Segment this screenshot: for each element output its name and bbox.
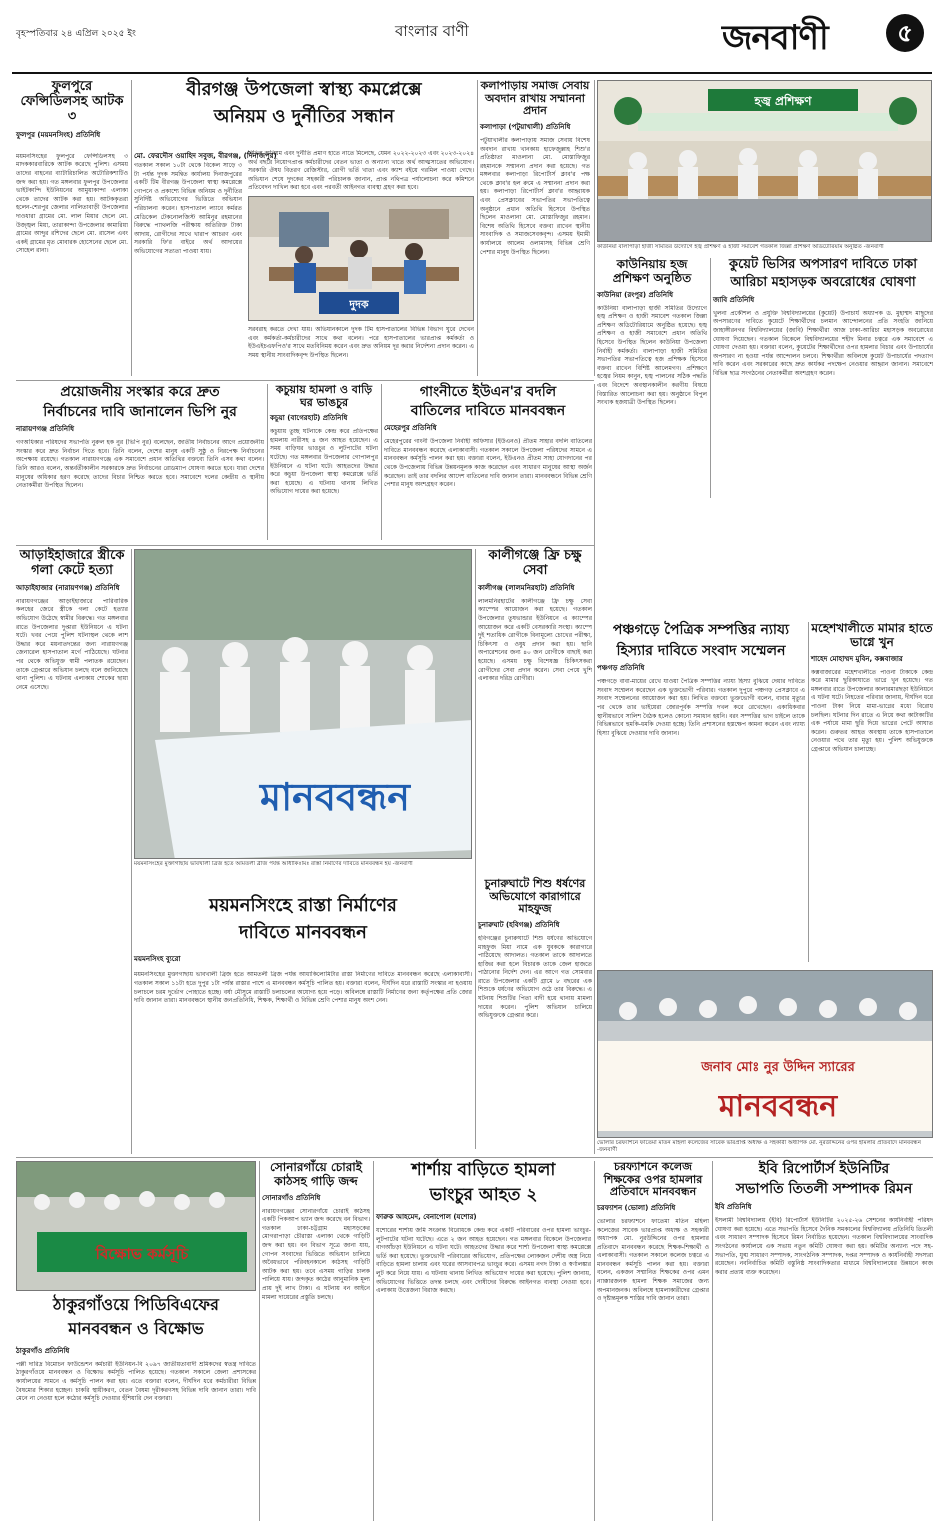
photo-banner: মানববন্ধন	[260, 775, 410, 819]
dudak-photo	[248, 196, 474, 321]
photo-text: দুদক	[349, 298, 369, 311]
article-ib-reporters	[715, 1161, 933, 1521]
byline: কাউনিয়া (রংপুর) প্রতিনিধি	[597, 290, 674, 299]
article-kaliganj	[478, 549, 592, 874]
article-body-col1: গতকাল সকাল ১০টা থেকে বিকেল সাড়ে ৩ টা পর্যন্ত দুদক সমন্বিত কার্যালয় দিনাজপুরের একটি টিম বীরগঞ্জ উপজেলা স্বাস্থ্য কমপ্লেক্সে গোপনে ও প্রকাশ্যে বিভিন্ন অনিয়ম ও দুর্নীতির সুনির্দিষ্ট অভিযোগের ভিত্তিতে অভিযান পরিচালনা করেন। হাসপাতাল ল্যাবে কর্মরত মেডিকেল টেকনোলজিস্ট আমিনুর রহমানের বিরুদ্ধে প্যাথলজি পরীক্ষায় অতিরিক্ত টাকা আদায়, রোগীদের সাথে খারাপ আচরণ এবং সরকারি ফি'র বাইরে অর্থ আদায়ের অভিযোগের সত্যতা পাওয়া যায়।	[134, 162, 242, 255]
article-kaunia	[597, 258, 707, 498]
byline: কলাপাড়া (পটুয়াখালী) প্রতিনিধি	[480, 122, 571, 131]
headline-line2: সভাপতি তিতলী সম্পাদক রিমন	[735, 1181, 913, 1198]
headline: কলাপাড়ায় সমাজ সেবায় অবদান রাখায় সম্মাননা প্রদান	[480, 79, 590, 118]
headline: কাউনিয়ায় হজ প্রশিক্ষণ অনুষ্ঠিত	[612, 257, 692, 285]
article-body: কচুয়ায় তুচ্ছ ঘটনাকে কেন্দ্র করে প্রতিপক্ষের হামলায় নারীসহ ৪ জন আহত হয়েছেন। এ সময় বাড়িঘর ভাঙচুর ও লুটপাটের ঘটনা ঘটেছে। গত মঙ্গলবার উপজেলার গোপালপুর ইউনিয়নে এ ঘটনা ঘটে। আহতদের উদ্ধার করে কচুয়া উপজেলা স্বাস্থ্য কমপ্লেক্সে ভর্তি করা হয়েছে। এ ঘটনায় থানায় লিখিত অভিযোগ দায়ের করা হয়েছে।	[270, 428, 378, 496]
headline-line1: গাংনীতে ইউএন'র বদলি	[419, 384, 557, 400]
headline: চুনারুঘাটে শিশু ধর্ষণের অভিযোগে কারাগারে মাহফুজ	[484, 877, 586, 916]
article-body-col2: বিভিন্ন অনিয়ম এবং দুর্নীতি প্রমাণ হাতে নাতে মিলেছে, যেমন ২০২২-২০২৩ এবং ২০২৩-২০২৪ অর্থ বছরে নিয়োগপ্রাপ্ত কর্মচারীদের বেতন ভাতা ও অন্যান্য খাতে অর্থ আত্মসাতের অভিযোগ। সরকারি ঔষধ বিতরণ রেজিস্টার, রোগী ভর্তি খাতা এবং ক্যাশ বইয়ে গরমিল পাওয়া গেছে। অভিযান শেষে দুদকের সহকারী পরিচালক জানান, প্রাপ্ত নথিপত্র পর্যালোচনা করে কমিশনে প্রতিবেদন দাখিল করা হবে এবং পরবর্তী আইনগত ব্যবস্থা গ্রহণ করা হবে।	[248, 150, 474, 192]
headline-line1: কুয়েট ভিসির অপসারণ দাবিতে ঢাকা	[729, 257, 917, 272]
article-body: যশোরের শার্শায় জমি সংক্রান্ত বিরোধকে কেন্দ্র করে একটি পরিবারের ওপর হামলা ভাংচুর-লুটপাটের ঘটনা ঘটেছে। এতে ২ জন আহত হয়েছেন। গত মঙ্গলবার বিকেলে উপজেলার বাগআঁচড়া ইউনিয়নে এ ঘটনা ঘটে। আহতদের উদ্ধার করে শার্শা উপজেলা স্বাস্থ্য কমপ্লেক্সে ভর্তি করা হয়েছে। ভুক্তভোগী পরিবারের অভিযোগ, প্রতিপক্ষের লোকজন দেশীয় অস্ত্র নিয়ে বাড়িতে হামলা চালায় এবং ঘরের আসবাবপত্র ভাংচুর করে। এসময় নগদ টাকা ও স্বর্ণালঙ্কার লুট করে নিয়ে যায়। এ ঘটনায় থানায় লিখিত অভিযোগ দায়ের করা হয়েছে। পুলিশ জানায়, অভিযোগের ভিত্তিতে তদন্ত চলছে এবং দোষীদের বিরুদ্ধে আইনগত ব্যবস্থা নেওয়া হবে। এলাকায় উত্তেজনা বিরাজ করছে।	[376, 1227, 591, 1295]
article-body: ময়মনসিংহের ফুলপুরে ফেন্সিডিলসহ ৩ মাদককারবারিকে আটক করেছে পুলিশ। এসময় তাদের বাহনের ব্যাটারিচালিত অটোরিকশাটিও জব্দ করা হয়। গত মঙ্গলবার ফুলপুর উপজেলার ভাইটকান্দি ইউনিয়নের আমুয়াকান্দা এলাকা থেকে তাদের আটক করা হয়। আটককৃতরা হলেন-শেরপুর জেলার নালিতাবাড়ী উপজেলার দাওধারা গ্রামের মো. লাল মিয়ার ছেলে মো. উজ্জ্বল মিয়া, তারাকান্দা উপজেলার কামারিয়া গ্রামের আব্দুর রশিদের ছেলে মো. রাসেল এবং একই গ্রামের মৃত মোবারক হোসেনের ছেলে মো. সোহেল রানা।	[16, 152, 128, 255]
headline-line2: বাতিলের দাবিতে মানববন্ধন	[410, 403, 566, 420]
article-body: মেহেরপুরের গাংনী উপজেলা নির্বাহী অফিসার (ইউএনও) প্রীতম সাহার বদলি বাতিলের দাবিতে মানববন্ধন করেছে এলাকাবাসী। গতকাল সকালে উপজেলা পরিষদের সামনে এ মানববন্ধন কর্মসূচি পালন করা হয়। বক্তারা বলেন, ইউএনও প্রীতম সাহা যোগদানের পর থেকে উপজেলায় বিভিন্ন উন্নয়নমূলক কাজ করেছেন এবং সাধারণ মানুষের আস্থা অর্জন করেছেন। তাই তার বদলির আদেশ বাতিলের দাবি জানান তারা। মানববন্ধনে বিভিন্ন শ্রেণি পেশার মানুষ অংশগ্রহণ করেন।	[384, 438, 592, 489]
photo-caption: কাউনিয়া বালাপাড়া হাজী সমিতির উদ্যোগে হজ্ব প্রশিক্ষণ ও হাজী সমাবেশ গতকাল জিল্লা প্রশিক্ষণ অডিটোরিয়াম অনুষ্ঠিত -জনবাণী	[597, 244, 884, 250]
headline: সোনারগাঁয়ে চোরাই কাঠসহ গাড়ি জব্দ	[269, 1160, 363, 1188]
article-body: পঞ্চগড়ে বাবা-মায়ের রেখে যাওয়া পৈত্রিক সম্পত্তির ন্যায্য হিস্যা বুঝিয়ে দেয়ার দাবিতে সংবাদ সম্মেলন করেছেন এক ভুক্তভোগী পরিবার। গতকাল দুপুরে পঞ্চগড় প্রেসক্লাবে এ সংবাদ সম্মেলনের আয়োজন করা হয়। লিখিত বক্তব্যে ভুক্তভোগী বলেন, বাবার মৃত্যুর পর থেকে তার ভাইয়েরা জোরপূর্বক সম্পত্তি দখল করে রেখেছেন। একাধিকবার স্থানীয়ভাবে সালিশ বৈঠক হলেও কোনো সমাধান হয়নি। বরং সম্পত্তির ভাগ চাইলে তাকে বিভিন্নভাবে হুমকি-ধমকি দেওয়া হচ্ছে। তিনি প্রশাসনের হস্তক্ষেপ কামনা করেন এবং ন্যায্য হিস্যা বুঝিয়ে দেওয়ার দাবি জানান।	[597, 678, 805, 737]
byline: চরফ্যাশন (ভোলা) প্রতিনিধি	[597, 1203, 676, 1212]
headline-line2: আরিচা মহাসড়ক অবরোধের ঘোষণা	[730, 274, 916, 290]
article-kolapara	[480, 80, 590, 380]
byline: নারায়ণগঞ্জ প্রতিনিধি	[16, 425, 75, 434]
masthead-logo	[722, 12, 882, 56]
byline: মো. ফেরদৌস ওয়াহিদ সবুজ, বীরগঞ্জ, (দিনাজপুর)	[134, 152, 277, 160]
byline: আড়াইহাজার (নারায়ণগঞ্জ) প্রতিনিধি	[16, 583, 120, 592]
headline-line1: ময়মনসিংহে রাস্তা নির্মাণের	[209, 895, 397, 916]
headline: কালীগঞ্জে ফ্রি চক্ষু সেবা	[488, 548, 582, 578]
article-body: হবিগঞ্জের চুনারুঘাটে শিশু ধর্ষণের অভিযোগে মাহফুজ মিয়া নামে এক যুবককে কারাগারে পাঠিয়েছে আদালত। গতকাল তাকে আদালতে হাজির করা হলে বিচারক তাকে জেল হাজতে পাঠানোর নির্দেশ দেন। এর আগে গত সোমবার রাতে উপজেলার একটি গ্রামে ৮ বছরের এক শিশুকে ধর্ষণের অভিযোগ ওঠে তার বিরুদ্ধে। এ ঘটনায় শিশুটির পিতা বাদী হয়ে থানায় মামলা দায়ের করেন। পুলিশ অভিযান চালিয়ে অভিযুক্তকে গ্রেপ্তার করে।	[478, 934, 592, 1020]
demonstration-image	[17, 1162, 256, 1291]
byline: ময়মনসিংহ ব্যুরো	[134, 955, 181, 964]
headline-line1: ঠাকুরগাঁওয়ে পিডিবিএফের	[53, 1295, 219, 1314]
photo-caption: ময়মনসিংহের মুক্তাগাছায় ভাবখালী ব্রিজ হতে আমতলী ব্রীজ পর্যন্ত আধাকিঃমিঃ রাস্তা নির্মাণের দাবিতে মানববন্ধন হয় -জনবাণী	[134, 861, 413, 867]
byline: পঞ্চগড় প্রতিনিধি	[597, 664, 645, 673]
article-body-bottom: সরবরাহ করতে দেখা যায়। অভিযানকালে দুদক টিম হাসপাতালের বিভিন্ন বিভাগ ঘুরে দেখেন এবং কর্মকর্তা-কর্মচারীদের সাথে কথা বলেন। পরে হাসপাতালের ভারপ্রাপ্ত কর্মকর্তা ও ইউএইচএফপিও'র সাথে মতবিনিময় করেন এবং দ্রুত অনিয়ম দূর করার নির্দেশনা প্রদান করেন। এ সময় স্থানীয় সাংবাদিকবৃন্দ উপস্থিত ছিলেন।	[248, 326, 474, 359]
photo-banner-line2: মানববন্ধন	[718, 1089, 838, 1124]
masthead-date: বৃহস্পতিবার ২৪ এপ্রিল ২০২৫ ইং	[16, 29, 136, 39]
photo-banner: হজ্ব প্রশিক্ষণ	[754, 94, 812, 108]
article-charfashion	[597, 1161, 709, 1521]
byline: জাবি প্রতিনিধি	[713, 295, 755, 304]
headline-line1: পঞ্চগড়ে পৈত্রিক সম্পত্তির ন্যায্য	[612, 622, 790, 638]
masthead-rule	[12, 72, 932, 74]
article-body: গণঅধিকার পরিষদের সভাপতি নুরুল হক নুর (ভিপি নুর) বলেছেন, জাতীয় নির্বাচনের আগে প্রয়োজনীয় সংস্কার করে দ্রুত নির্বাচন দিতে হবে। তিনি বলেন, দেশের মানুষ একটি সুষ্ঠু ও নিরপেক্ষ নির্বাচনের অপেক্ষায় রয়েছে। গতকাল নারায়ণগঞ্জে এক সমাবেশে প্রধান অতিথির বক্তব্যে তিনি এসব কথা বলেন। তিনি আরও বলেন, অন্তর্বর্তীকালীন সরকারকে দ্রুত নির্বাচনের রোডম্যাপ ঘোষণা করতে হবে। যারা দেশের মানুষের অধিকার হরণ করেছে তাদের বিচার নিশ্চিত করতে হবে। সমাবেশে দলের কেন্দ্রীয় ও স্থানীয় নেতাকর্মীরা উপস্থিত ছিলেন।	[16, 439, 264, 490]
headline-line2: হিস্যার দাবিতে সংবাদ সম্মেলন	[616, 643, 786, 660]
article-chunarughat	[478, 878, 592, 1154]
byline: মেহেরপুর প্রতিনিধি	[384, 424, 437, 433]
byline: ফারুক আহমেদ, বেনাপোল (যশোর)	[376, 1213, 477, 1222]
headline-line1: শার্শায় বাড়িতে হামলা	[411, 1160, 556, 1180]
photo-banner-line1: জনাব মোঃ নুর উদ্দিন স্যারের	[701, 1060, 855, 1075]
article-body: লালমনিরহাটের কালীগঞ্জে ফ্রি চক্ষু সেবা ক্যাম্পের আয়োজন করা হয়েছে। গতকাল উপজেলার তুষভান্ডার ইউনিয়নে এ ক্যাম্পের আয়োজন করে একটি বেসরকারি সংস্থা। ক্যাম্পে দুই শতাধিক রোগীকে বিনামূল্যে চোখের পরীক্ষা, চিকিৎসা ও ওষুধ প্রদান করা হয়। ছানি অপারেশনের জন্য ৪০ জন রোগীকে বাছাই করা হয়েছে। এসময় চক্ষু বিশেষজ্ঞ চিকিৎসকরা রোগীদের সেবা প্রদান করেন। সেবা পেয়ে খুশি এলাকার দরিদ্র রোগীরা।	[478, 597, 592, 683]
article-birganj	[134, 80, 474, 380]
article-body: ইসলামী বিশ্ববিদ্যালয় (ইবি) রিপোর্টার্স ইউনিটির ২০২৫-২৬ সেশনের কার্যনির্বাহী পরিষদ ঘোষণা করা হয়েছে। এতে সভাপতি হিসেবে দৈনিক সমকালের বিশ্ববিদ্যালয় প্রতিনিধি তিতলী এবং সাধারণ সম্পাদক হিসেবে রিমন নির্বাচিত হয়েছেন। গতকাল বিশ্ববিদ্যালয়ের সাংবাদিক সংগঠনের কার্যালয়ে এক সভায় নতুন কমিটি ঘোষণা করা হয়। কমিটির অন্যান্য পদে সহ-সভাপতি, যুগ্ম সাধারণ সম্পাদক, সাংগঠনিক সম্পাদক, দপ্তর সম্পাদক ও কার্যনির্বাহী সদস্যরা রয়েছেন। নবনির্বাচিত কমিটি বস্তুনিষ্ঠ সাংবাদিকতার মাধ্যমে বিশ্ববিদ্যালয়ের উন্নয়নে কাজ করার প্রত্যয় ব্যক্ত করেছেন।	[715, 1217, 933, 1276]
office-scene-image	[249, 197, 474, 321]
page-number-badge	[886, 14, 924, 52]
article-mymensingh	[134, 896, 472, 1154]
byline: শাহেদ মোহাম্মদ মুবিন, কক্সবাজার	[811, 654, 903, 663]
article-body: খুলনা প্রকৌশল ও প্রযুক্তি বিশ্ববিদ্যালয়ের (কুয়েট) উপাচার্য অধ্যাপক ড. মুহাম্মদ মাছুদের অপসারণের দাবিতে কুয়েটে শিক্ষার্থীদের চলমান আন্দোলনের প্রতি সংহতি জানিয়ে জাহাঙ্গীরনগর বিশ্ববিদ্যালয়ের (জাবি) শিক্ষার্থীরা আজ ঢাকা-আরিচা মহাসড়ক অবরোধের ঘোষণা দিয়েছেন। গতকাল বিকেলে বিশ্ববিদ্যালয়ের শহীদ মিনার চত্বরে এক সমাবেশে এ ঘোষণা দেওয়া হয়। বক্তারা বলেন, কুয়েটের শিক্ষার্থীদের ওপর হামলার বিচার এবং উপাচার্যের অপসারণ না হওয়া পর্যন্ত আন্দোলন চলবে। শিক্ষার্থীরা অবিলম্বে কুয়েট উপাচার্যের পদত্যাগ দাবি করেন এবং সরকারের কাছে দ্রুত কার্যকর পদক্ষেপ নেওয়ার আহ্বান জানান। সমাবেশে বিভিন্ন ছাত্র সংগঠনের নেতাকর্মীরা অংশগ্রহণ করেন।	[713, 309, 933, 378]
article-body: পল্লী দারিদ্র বিমোচন ফাউন্ডেশন কর্মচারী ইউনিয়ন-বি ২০৯৭ জাতীয়তাবাদী শ্রমিকদের স্বতন্ত্র দাবিতে ঠাকুরগাঁওয়ে মানববন্ধন ও বিক্ষোভ কর্মসূচি পালিত হয়েছে। গতকাল সকালে জেলা প্রশাসকের কার্যালয়ের সামনে এ কর্মসূচি পালন করা হয়। এতে বক্তারা বলেন, দীর্ঘদিন ধরে কর্মচারীরা বিভিন্ন বৈষম্যের শিকার হচ্ছেন। চাকরি স্থায়ীকরণ, বেতন বৈষম্য দূরীকরণসহ বিভিন্ন দাবি জানান তারা। দাবি মেনে না নেওয়া হলে কঠোর কর্মসূচি দেওয়ার হুঁশিয়ারি দেন বক্তারা।	[16, 1360, 256, 1403]
article-fulpur	[16, 80, 128, 380]
photo-banner: বিক্ষোভ কর্মসূচি	[95, 1245, 189, 1263]
headline-line1: বীরগঞ্জ উপজেলা স্বাস্থ্য কমপ্লেক্সে	[186, 79, 422, 100]
thakurgaon-photo	[16, 1161, 256, 1291]
logo-text: জনবাণী	[722, 18, 828, 58]
article-kochua	[270, 384, 378, 542]
masthead-section: বাংলার বাণী	[395, 22, 469, 40]
hajj-training-image	[598, 81, 932, 242]
article-kuet	[713, 258, 933, 618]
article-sharsha	[376, 1161, 591, 1521]
byline: ইবি প্রতিনিধি	[715, 1203, 752, 1212]
headline: মহেশখালীতে মামার হাতে ভাগ্নে খুন	[811, 621, 933, 649]
article-body: ময়মনসিংহের মুক্তাগাছায় ভাবখালী ব্রিজ হতে আমতলী ব্রিজ পর্যন্ত আধাকিলোমিটার রাস্তা নির্মাণের দাবিতে মানববন্ধন করেছে এলাকাবাসী। গতকাল সকাল ১১টা হতে দুপুর ১টা পর্যন্ত রাস্তার পাশে এ মানববন্ধন কর্মসূচি পালিত হয়। বক্তারা বলেন, দীর্ঘদিন ধরে রাস্তাটি সংস্কার না হওয়ায় চলাচলে চরম দুর্ভোগ পোহাতে হচ্ছে। বর্ষা মৌসুমে রাস্তাটি চলাচলের অযোগ্য হয়ে পড়ে। অবিলম্বে রাস্তাটি নির্মাণের জন্য কর্তৃপক্ষের প্রতি জোর দাবি জানান তারা। মানববন্ধনে স্থানীয় জনপ্রতিনিধি, শিক্ষক, শিক্ষার্থী ও বিভিন্ন শ্রেণি পেশার মানুষ অংশ নেন।	[134, 971, 472, 1005]
masthead	[0, 0, 945, 82]
headline-line2: অনিয়ম ও দুর্নীতির সন্ধান	[213, 105, 395, 127]
byline: কালীগঞ্জ (লালমনিরহাট) প্রতিনিধি	[478, 583, 575, 592]
headline-line1: প্রয়োজনীয় সংস্কার করে দ্রুত	[60, 384, 220, 400]
article-gangni	[384, 384, 592, 542]
byline: ঠাকুরগাঁও প্রতিনিধি	[16, 1346, 70, 1355]
hajj-photo	[597, 80, 932, 242]
headline: চরফ্যাশনে কলেজ শিক্ষকের ওপর হামলার প্রতিবাদে মানববন্ধন	[603, 1160, 703, 1199]
headline: কচুয়ায় হামলা ও বাড়ি ঘর ভাঙচুর	[275, 383, 373, 409]
article-araihazar	[16, 549, 128, 1154]
headline-line2: দাবিতে মানববন্ধন	[239, 921, 367, 943]
headline-line1: ইবি রিপোর্টার্স ইউনিটির	[758, 1161, 890, 1177]
page-number: ৫	[897, 19, 913, 47]
headline: ফুলপুরে ফেন্সিডিলসহ আটক ৩	[20, 79, 124, 124]
article-body: নারায়ণগঞ্জের সোনারগাঁয়ে চোরাই কাঠসহ একটি পিকআপ ভ্যান জব্দ করেছে বন বিভাগ। গতকাল ঢাকা-চট্টগ্রাম মহাসড়কের মোগরাপাড়া চৌরাস্তা এলাকা থেকে গাড়িটি জব্দ করা হয়। বন বিভাগ সূত্রে জানা যায়, গোপন সংবাদের ভিত্তিতে অভিযান চালিয়ে অবৈধভাবে পরিবহনকালে কাঠসহ গাড়িটি আটক করা হয়। তবে এসময় গাড়ির চালক পালিয়ে যায়। জব্দকৃত কাঠের আনুমানিক মূল্য প্রায় দুই লাখ টাকা। এ ঘটনায় বন আইনে মামলা দায়েরের প্রস্তুতি চলছে।	[262, 1207, 370, 1301]
article-body: কক্সবাজারের মহেশখালীতে পাওনা টাকাকে কেন্দ্র করে মামার ছুরিকাঘাতে ভাগ্নে খুন হয়েছে। গত মঙ্গলবার রাতে উপজেলার কালারমারছড়া ইউনিয়নে এ ঘটনা ঘটে। নিহতের পরিবার জানায়, দীর্ঘদিন ধরে পাওনা টাকা নিয়ে মামা-ভাগ্নের মধ্যে বিরোধ চলছিল। ঘটনার দিন রাতে এ নিয়ে কথা কাটাকাটির এক পর্যায়ে মামা ছুরি দিয়ে ভাগ্নের পেটে আঘাত করেন। গুরুতর আহত অবস্থায় তাকে হাসপাতালে নেওয়ার পথে তার মৃত্যু হয়। পুলিশ অভিযুক্তকে গ্রেপ্তারে অভিযান চালাচ্ছে।	[811, 668, 933, 753]
article-body: নারায়ণগঞ্জের আড়াইহাজারে পারিবারিক কলহের জেরে স্ত্রীকে গলা কেটে হত্যার অভিযোগ উঠেছে স্বামীর বিরুদ্ধে। গত মঙ্গলবার রাতে উপজেলার দুপ্তারা ইউনিয়নে এ ঘটনা ঘটে। খবর পেয়ে পুলিশ ঘটনাস্থল থেকে লাশ উদ্ধার করে ময়নাতদন্তের জন্য নারায়ণগঞ্জ জেনারেল হাসপাতাল মর্গে পাঠিয়েছে। ঘটনার পর থেকে অভিযুক্ত স্বামী পলাতক রয়েছেন। তাকে গ্রেপ্তারে অভিযান চলছে বলে জানিয়েছে থানা পুলিশ। এ ঘটনায় এলাকায় শোকের ছায়া নেমে এসেছে।	[16, 597, 128, 691]
mymensingh-photo-block	[134, 549, 472, 889]
headline: আড়াইহাজারে স্ত্রীকে গলা কেটে হত্যা	[19, 548, 125, 578]
headline-line2: মানববন্ধন ও বিক্ষোভ	[68, 1319, 204, 1339]
article-body: পটুয়াখালীর কলাপাড়ায় সমাজ সেবায় বিশেষ অবদান রাখায় খানকায় হাফেজুল্লাহ শিশু'র প্রতিষ্ঠাতা মাওলানা মো. মোস্তাফিজুর রহমানকে সম্মাননা প্রদান করা হয়েছে। গত মঙ্গলবার কলাপাড়া রিপোর্টার্স ক্লাব'র পক্ষ থেকে ক্লাব'র হল রুমে এ সম্মাননা প্রদান করা হয়। কলাপাড়া রিপোর্টার্স ক্লাব'র আহ্বায়ক এবং প্রেসক্লাবের সভাপতির সভাপতিত্বে অনুষ্ঠানে প্রধান অতিথি হিসেবে উপস্থিত ছিলেন মাওলানা মো. মোস্তাফিজুর রহমান। বিশেষ অতিথি হিসেবে বক্তব্য রাখেন স্থানীয় সাংবাদিক ও সমাজসেবকবৃন্দ। এসময় ইমামী কার্যালয়ে আলেম ওলামাসহ বিভিন্ন শ্রেণি পেশার মানুষ উপস্থিত ছিলেন।	[480, 136, 590, 256]
article-sonargaon	[262, 1161, 370, 1521]
charfashion-photo-block	[597, 970, 933, 1156]
headline-line2: নির্বাচনের দাবি জানালেন ভিপি নুর	[43, 404, 237, 421]
byline: কচুয়া (বাগেরহাট) প্রতিনিধি	[270, 414, 348, 423]
photo-caption: ভোলার চরফ্যাশনে ফাতেমা মতিন মহিলা কলেজের সাবেক ভারপ্রাপ্ত অধ্যক্ষ ও সহকারী অধ্যাপক মো. নুরউদ্দিনের ওপর হামলার প্রতিবাদে মানববন্ধন -জনবাণী	[597, 1140, 922, 1153]
byline: চুনারুঘাট (হবিগঞ্জ) প্রতিনিধি	[478, 920, 560, 929]
article-thakurgaon	[16, 1296, 256, 1521]
article-body: ভোলার চরফ্যাশনে ফাতেমা মতিন মহিলা কলেজের সাবেক ভারপ্রাপ্ত অধ্যক্ষ ও সহকারী অধ্যাপক মো. নুরউদ্দিনের ওপর হামলার প্রতিবাদে মানববন্ধন করেছে শিক্ষক-শিক্ষার্থী ও এলাকাবাসী। গতকাল সকালে কলেজ চত্বরে এ মানববন্ধন কর্মসূচি পালন করা হয়। বক্তারা বলেন, একজন সম্মানিত শিক্ষকের ওপর এমন ন্যাক্কারজনক হামলা শিক্ষক সমাজের জন্য অপমানজনক। অবিলম্বে হামলাকারীদের গ্রেপ্তার ও দৃষ্টান্তমূলক শাস্তির দাবি জানান তারা।	[597, 1217, 709, 1303]
article-maheshkhali	[811, 622, 933, 962]
hajj-photo-block	[597, 80, 932, 252]
headline-line2: ভাংচুর আহত ২	[429, 1184, 538, 1205]
charfashion-photo	[597, 970, 933, 1138]
mymensingh-photo	[134, 549, 472, 859]
protest-image	[598, 971, 933, 1138]
article-vp-nur	[16, 384, 264, 542]
article-panchagarh	[597, 622, 805, 962]
byline: ফুলপুর (ময়মনসিংহ) প্রতিনিধি	[16, 130, 101, 139]
human-chain-image	[135, 550, 472, 859]
byline: সোনারগাঁও প্রতিনিধি	[262, 1193, 321, 1202]
article-body: কাউনিয়া বালাপাড়া হাজী সমিতির উদ্যোগে হজ্ব প্রশিক্ষণ ও হাজী সমাবেশ গতকাল জিল্লা প্রশিক্ষণ অডিটোরিয়ামে অনুষ্ঠিত হয়েছে। হজ্ব প্রশিক্ষণ ও হাজী সমাবেশে প্রধান অতিথি হিসেবে উপস্থিত ছিলেন কাউনিয়া উপজেলা নির্বাহী কর্মকর্তা। বালাপাড়া হাজী সমিতির সভাপতির সভাপতিত্বে হজ প্রশিক্ষক হিসেবে বক্তব্য রাখেন বিশিষ্ট আলেমগণ। প্রশিক্ষণে হজ্বের নিয়ম কানুন, হজ্ব পালনের সঠিক পদ্ধতি এবং বিদেশে অবস্থানকালীন করণীয় বিষয়ে বিস্তারিত আলোচনা করা হয়। অনুষ্ঠানে বিপুল সংখ্যক হজযাত্রী উপস্থিত ছিলেন।	[597, 304, 707, 407]
